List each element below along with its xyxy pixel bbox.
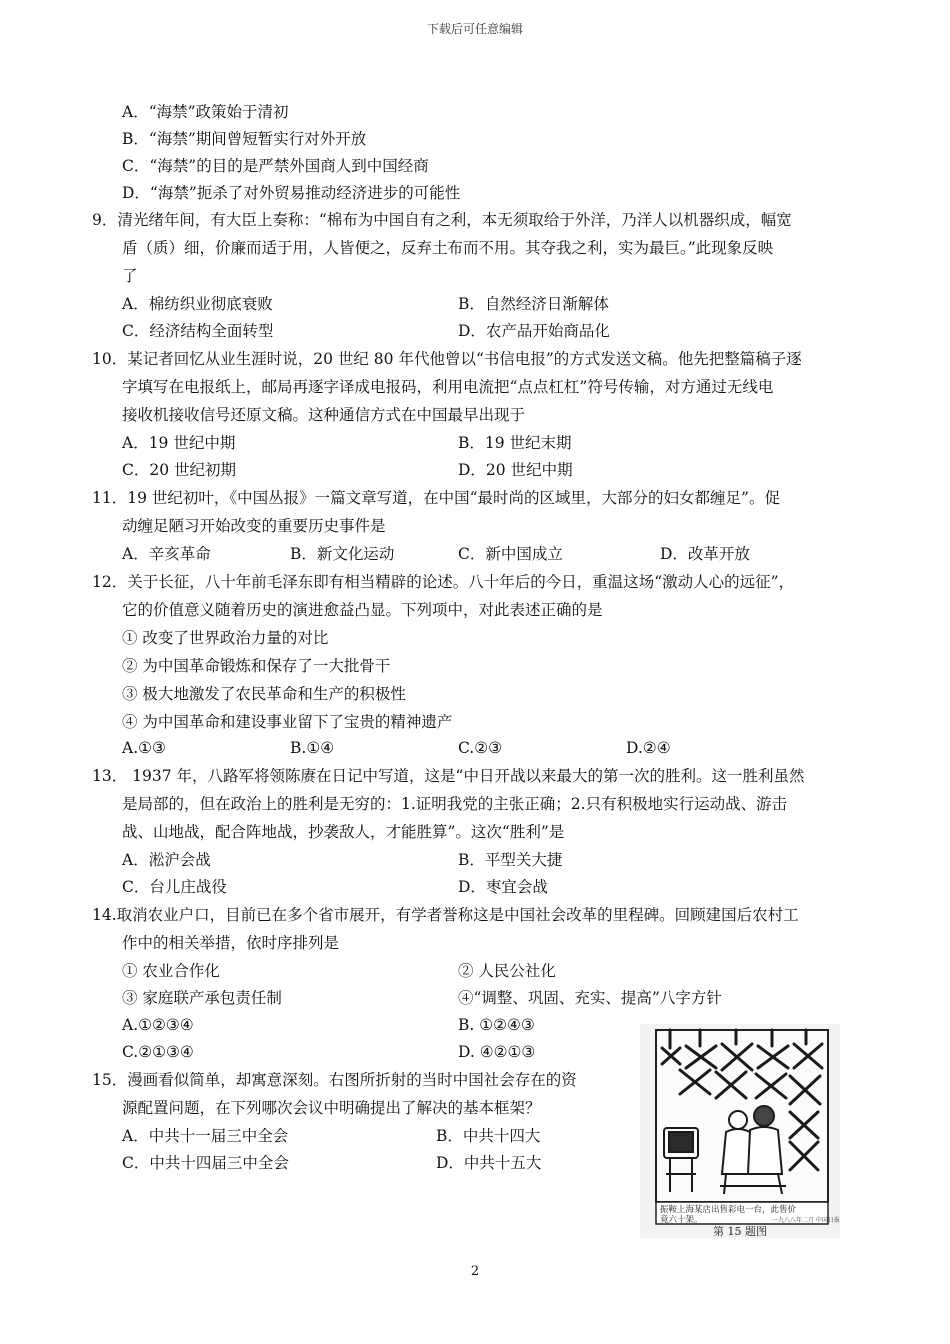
page-number: 2 (470, 1264, 480, 1279)
q13-option-d: D．枣宜会战 (458, 878, 548, 896)
q13-option-a: A．淞沪会战 (122, 851, 211, 869)
q10-option-c: C．20 世纪初期 (122, 461, 237, 479)
page-header: 下载后可任意编辑 (426, 22, 523, 36)
q15-cartoon-figure (640, 1024, 840, 1238)
q9-stem-line3: 了 (122, 267, 138, 285)
q14-option-b: B. ①②④③ (458, 1016, 535, 1034)
q10-option-a: A．19 世纪中期 (122, 434, 236, 452)
q11-stem-line2: 动缠足陋习开始改变的重要历史事件是 (122, 517, 386, 535)
cartoon-caption-line1: 振鞍上海某店出售彩电一台，此售价 (660, 1205, 797, 1215)
q15-stem-line1: 15．漫画看似简单，却寓意深刻。右图所折射的当时中国社会存在的资 (92, 1071, 577, 1089)
q14-statement-2: ② 人民公社化 (458, 962, 556, 980)
q14-statement-1: ① 农业合作化 (122, 962, 220, 980)
q15-option-d: D．中共十五大 (436, 1154, 542, 1172)
q8-option-b: B．“海禁”期间曾短暂实行对外开放 (122, 130, 367, 148)
figure-caption: 第 15 题图 (713, 1225, 767, 1238)
q12-statement-1: ① 改变了世界政治力量的对比 (122, 629, 329, 647)
q14-option-a: A.①②③④ (122, 1016, 194, 1034)
q14-statement-3: ③ 家庭联产承包责任制 (122, 989, 282, 1007)
q11-option-b: B．新文化运动 (290, 545, 395, 563)
q14-statement-4: ④“调整、巩固、充实、提高”八字方针 (458, 989, 722, 1007)
q8-option-d: D．“海禁”扼杀了对外贸易推动经济进步的可能性 (122, 184, 461, 202)
q12-statement-3: ③ 极大地激发了农民革命和生产的积极性 (122, 685, 406, 703)
q13-stem-line1: 13． 1937 年，八路军将领陈赓在日记中写道，这是“中日开战以来最大的第一次的胜利。这一胜利虽然 (92, 767, 805, 785)
q12-stem-line2: 它的价值意义随着历史的演进愈益凸显。下列项中，对此表述正确的是 (122, 601, 603, 619)
q15-option-a: A．中共十一届三中全会 (122, 1127, 289, 1145)
q9-option-a: A．棉纺织业彻底衰败 (122, 295, 273, 313)
q14-option-d: D. ④②①③ (458, 1043, 536, 1061)
q13-stem-line2: 是局部的，但在政治上的胜利是无穷的：1.证明我党的主张正确；2.只有积极地实行运动战、游击 (122, 795, 788, 813)
cartoon-caption-source: 一九八八年二月 中国日报 (772, 1217, 840, 1224)
cartoon-caption-line2: 竟六十架。 (660, 1215, 703, 1225)
q9-option-b: B．自然经济日渐解体 (458, 295, 609, 313)
q14-option-c: C.②①③④ (122, 1043, 194, 1061)
q13-option-b: B．平型关大捷 (458, 851, 563, 869)
q11-stem-line1: 11．19 世纪初叶，《中国丛报》一篇文章写道，在中国“最时尚的区域里，大部分的妇女都缠足”。促 (92, 489, 780, 507)
q9-option-c: C．经济结构全面转型 (122, 322, 274, 340)
q9-stem-line2: 盾（质）细，价廉而适于用，人皆便之，反弃土布而不用。其夺我之利，实为最巨。”此现象反映 (122, 239, 774, 257)
q11-option-c: C．新中国成立 (458, 545, 563, 563)
q10-stem-line3: 接收机接收信号还原文稿。这种通信方式在中国最早出现于 (122, 406, 526, 424)
q12-option-a: A.①③ (122, 739, 166, 757)
q10-stem-line2: 字填写在电报纸上，邮局再逐字译成电报码，利用电流把“点点杠杠”符号传输，对方通过无线电 (122, 378, 774, 396)
q12-option-d: D.②④ (626, 739, 671, 757)
q12-statement-4: ④ 为中国革命和建设事业留下了宝贵的精神遗产 (122, 713, 453, 731)
q9-option-d: D．农产品开始商品化 (458, 322, 610, 340)
q15-stem-line2: 源配置问题，在下列哪次会议中明确提出了解决的基本框架？ (122, 1099, 541, 1117)
q8-option-c: C．“海禁”的目的是严禁外国商人到中国经商 (122, 157, 429, 175)
q13-stem-line3: 战、山地战，配合阵地战，抄袭敌人，才能胜算”。这次“胜利”是 (122, 823, 565, 841)
q12-statement-2: ② 为中国革命锻炼和保存了一大批骨干 (122, 657, 391, 675)
q8-option-a: A．“海禁”政策始于清初 (122, 103, 289, 121)
q13-option-c: C．台儿庄战役 (122, 878, 227, 896)
q14-stem-line1: 14.取消农业户口，目前已在多个省市展开，有学者誉称这是中国社会改革的里程碑。回顾建国后农村工 (92, 906, 799, 924)
q9-stem-line1: 9．清光绪年间，有大臣上奏称：“棉布为中国自有之利，本无须取给于外洋，乃洋人以机器织成，幅宽 (92, 211, 792, 229)
q14-stem-line2: 作中的相关举措，依时序排列是 (122, 934, 340, 952)
q11-option-d: D．改革开放 (660, 545, 750, 563)
q10-option-d: D．20 世纪中期 (458, 461, 573, 479)
q10-option-b: B．19 世纪末期 (458, 434, 572, 452)
q15-option-c: C．中共十四届三中全会 (122, 1154, 289, 1172)
q12-stem-line1: 12．关于长征，八十年前毛泽东即有相当精辟的论述。八十年后的今日，重温这场“激动人心的远征”， (92, 573, 795, 591)
q12-option-b: B.①④ (290, 739, 335, 757)
q10-stem-line1: 10．某记者回忆从业生涯时说，20 世纪 80 年代他曾以“书信电报”的方式发送文稿。他先把整篇稿子逐 (92, 350, 802, 368)
q12-option-c: C.②③ (458, 739, 503, 757)
cartoon-drawing (640, 1024, 840, 1238)
q15-option-b: B．中共十四大 (436, 1127, 541, 1145)
q11-option-a: A．辛亥革命 (122, 545, 211, 563)
